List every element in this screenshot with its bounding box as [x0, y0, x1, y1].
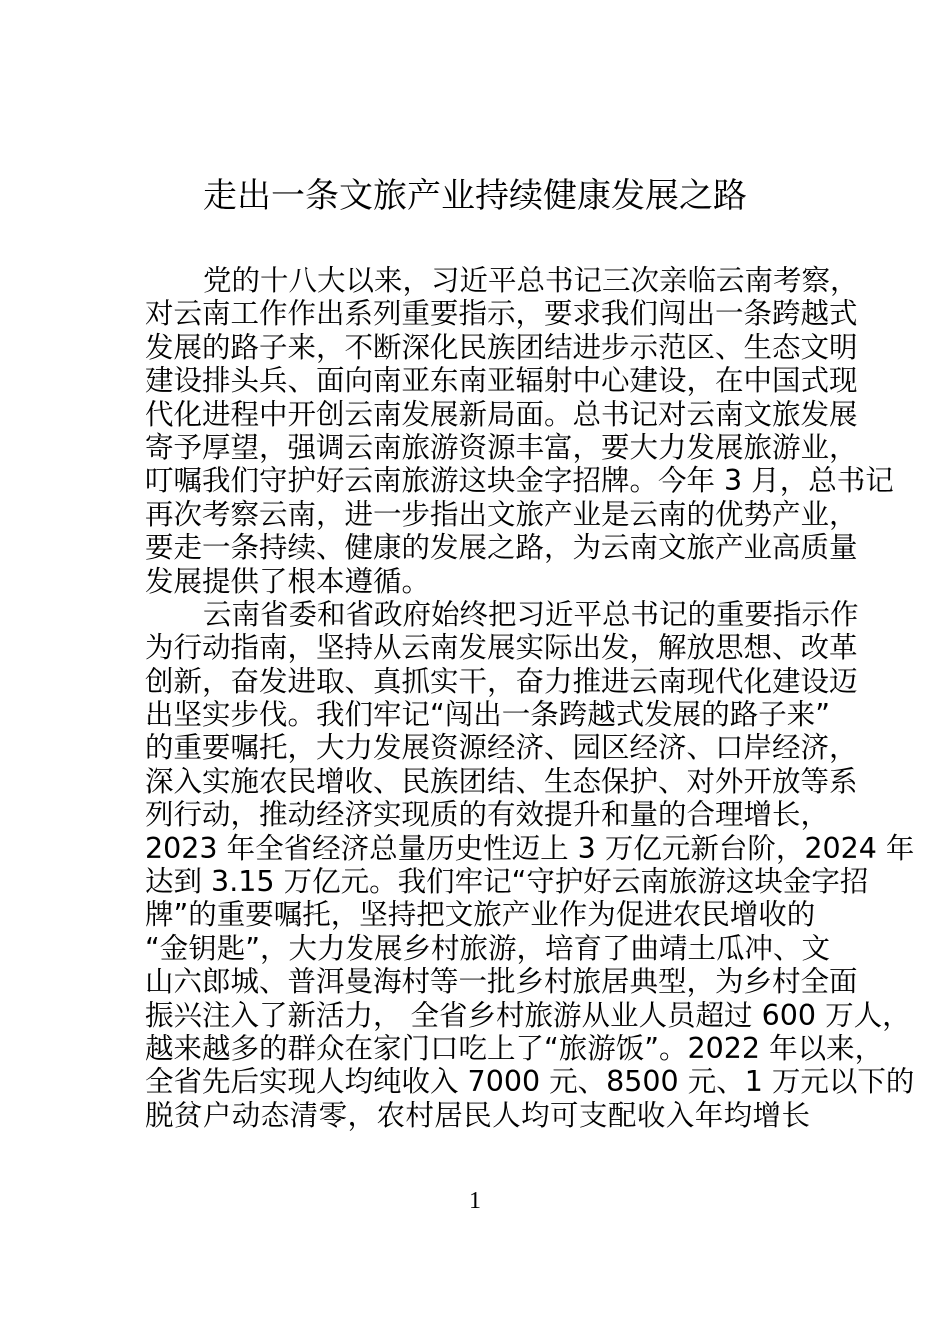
text-line: 寄予厚望，强调云南旅游资源丰富，要大力发展旅游业， — [145, 430, 858, 464]
paragraph-2 — [145, 597, 915, 1132]
text-line: 代化进程中开创云南发展新局面。总书记对云南文旅发展 — [145, 397, 858, 431]
text-line: 党的十八大以来，习近平总书记三次亲临云南考察， — [203, 264, 859, 297]
document-body — [145, 264, 915, 1132]
text-line: 要走一条持续、健康的发展之路，为云南文旅产业高质量 — [145, 531, 858, 565]
text-line: 叮嘱我们守护好云南旅游这块金字招牌。今年 3 月，总书记 — [145, 464, 894, 498]
text-line: 为行动指南，坚持从云南发展实际出发，解放思想、改革 — [145, 631, 858, 665]
text-line: 的重要嘱托，大力发展资源经济、园区经济、口岸经济， — [145, 731, 858, 765]
text-line: 牌”的重要嘱托，坚持把文旅产业作为促进农民增收的 — [145, 898, 816, 932]
text-line: 山六郎城、普洱曼海村等一批乡村旅居典型，为乡村全面 — [145, 965, 858, 999]
text-line: 列行动，推动经济实现质的有效提升和量的合理增长， — [145, 798, 830, 832]
document-title: 走出一条文旅产业持续健康发展之路 — [203, 176, 747, 216]
paragraph-1 — [145, 264, 894, 598]
text-line: 建设排头兵、面向南亚东南亚辐射中心建设，在中国式现 — [145, 364, 858, 398]
text-line: 达到 3.15 万亿元。我们牢记“守护好云南旅游这块金字招 — [145, 865, 869, 899]
text-line: 再次考察云南，进一步指出文旅产业是云南的优势产业， — [145, 497, 858, 531]
text-line: “金钥匙”，大力发展乡村旅游，培育了曲靖土瓜冲、文 — [145, 931, 831, 965]
text-line: 云南省委和省政府始终把习近平总书记的重要指示作 — [203, 597, 859, 631]
text-line: 发展提供了根本遵循。 — [145, 564, 431, 598]
text-line: 发展的路子来，不断深化民族团结进步示范区、生态文明 — [145, 330, 858, 364]
text-line: 全省先后实现人均纯收入 7000 元、8500 元、1 万元以下的 — [145, 1065, 915, 1099]
text-line: 脱贫户动态清零，农村居民人均可支配收入年均增长 — [145, 1098, 810, 1132]
text-line: 振兴注入了新活力， 全省乡村旅游从业人员超过 600 万人， — [145, 998, 911, 1032]
page-number: 1 — [469, 1188, 481, 1214]
text-line: 出坚实步伐。我们牢记“闯出一条跨越式发展的路子来” — [145, 698, 831, 732]
text-line: 2023 年全省经济总量历史性迈上 3 万亿元新台阶，2024 年 — [145, 831, 915, 865]
text-line: 对云南工作作出系列重要指示，要求我们闯出一条跨越式 — [145, 297, 858, 331]
text-line: 越来越多的群众在家门口吃上了“旅游饭”。2022 年以来， — [145, 1031, 884, 1065]
text-line: 深入实施农民增收、民族团结、生态保护、对外开放等系 — [145, 764, 858, 798]
text-line: 创新，奋发进取、真抓实干，奋力推进云南现代化建设迈 — [145, 664, 858, 698]
